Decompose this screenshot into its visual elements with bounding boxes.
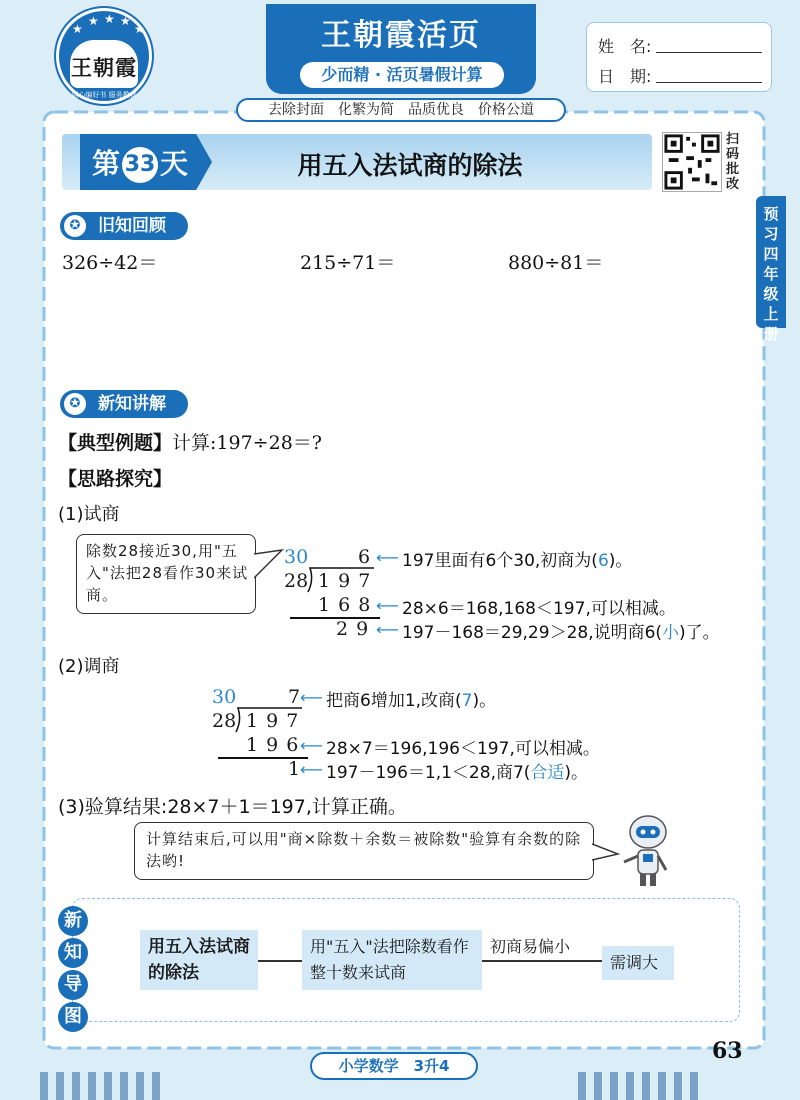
medal-icon: ✪ <box>64 215 86 237</box>
div2-note-product: 28×7＝196,196＜197,可以相减。 <box>326 739 600 759</box>
star-icon: ★ <box>104 12 115 26</box>
page-number: 63 <box>712 1038 743 1064</box>
mind-map-node-method: 用"五入"法把除数看作整十数来试商 <box>302 930 482 990</box>
callout-pointer <box>254 548 284 588</box>
arrow-left-icon: ⟵ <box>300 736 323 755</box>
step3-verification: (3)验算结果:28×7＋1＝197,计算正确。 <box>58 796 407 818</box>
mind-map-char: 导 <box>58 970 88 1000</box>
div2-remainder: 1 <box>288 758 301 780</box>
div2-product: 1 9 6 <box>246 734 300 756</box>
mind-map-char: 知 <box>58 938 88 968</box>
name-label: 姓 名: <box>598 37 652 56</box>
scan-to-grade-label: 扫码批改 <box>726 132 740 192</box>
review-problem-2: 215÷71＝ <box>300 252 396 274</box>
div2-dividend: 1 9 7 <box>246 710 300 732</box>
thinking-label: 【思路探究】 <box>58 468 173 490</box>
date-label: 日 期: <box>598 67 652 86</box>
brand-subtitle: 少而精 · 活页暑假计算 <box>300 62 504 88</box>
logo-text: 王朝霞 <box>71 56 137 80</box>
div1-note-product: 28×6＝168,168＜197,可以相减。 <box>402 599 676 619</box>
div1-dividend: 1 9 7 <box>318 570 372 592</box>
answer-text: 合适 <box>530 763 565 783</box>
star-icon: ★ <box>134 22 145 36</box>
arrow-left-icon: ⟵ <box>300 688 323 707</box>
div1-divisor: 28 <box>284 570 309 592</box>
star-icon: ★ <box>120 14 131 28</box>
mind-map-char: 图 <box>58 1002 88 1032</box>
day-suffix: 天 <box>160 147 189 180</box>
review-problem-1: 326÷42＝ <box>62 252 158 274</box>
mind-map-node-topic: 用五入法试商的除法 <box>140 930 258 990</box>
new-knowledge-heading: 新知讲解 <box>60 390 188 418</box>
side-tab-label: 预习四年级上册 <box>763 205 779 343</box>
mind-map-branch-text: 初商易偏小 <box>490 937 571 956</box>
example-line <box>58 428 322 455</box>
star-icon: ★ <box>88 14 99 28</box>
div1-product: 1 6 8 <box>318 594 372 616</box>
mind-map-side-label <box>58 906 92 1034</box>
div1-note-remainder: 197－168＝29,29＞28,说明商6(小)了。 <box>402 623 720 643</box>
slogan-bar: 去除封面 化繁为简 品质优良 价格公道 <box>236 98 566 122</box>
div2-quotient: 7 <box>288 686 301 708</box>
step1-label: (1)试商 <box>58 504 120 525</box>
div1-note-quotient: 197里面有6个30,初商为(6)。 <box>402 551 633 571</box>
div2-note-quotient: 把商6增加1,改商(7)。 <box>326 691 497 711</box>
div1-approx: 30 <box>284 546 309 568</box>
logo-subtitle: 用心编好书 服务教育 <box>71 91 137 99</box>
step2-label: (2)调商 <box>58 656 120 677</box>
date-field[interactable] <box>656 82 762 83</box>
star-icon: ★ <box>72 22 83 36</box>
arrow-left-icon: ⟵ <box>376 548 399 567</box>
div1-remainder: 2 9 <box>336 618 370 640</box>
answer-text: 小 <box>662 623 680 643</box>
mind-map-node-result: 需调大 <box>602 946 674 980</box>
review-problem-3: 880÷81＝ <box>508 252 604 274</box>
medal-icon: ✪ <box>64 393 86 415</box>
div2-note-remainder: 197－196＝1,1＜28,商7(合适)。 <box>326 763 589 783</box>
footer-subject: 小学数学 3升4 <box>310 1052 478 1080</box>
arrow-left-icon: ⟵ <box>376 620 399 639</box>
lesson-title: 用五入法试商的除法 <box>297 151 523 180</box>
example-label: 【典型例题】 <box>58 432 173 454</box>
example-text: 计算:197÷28＝? <box>172 432 322 454</box>
review-heading: 旧知回顾 <box>60 212 188 240</box>
div1-quotient: 6 <box>358 546 371 568</box>
div2-divisor: 28 <box>212 710 237 732</box>
hint-callout-2-text: 计算结束后,可以用"商×除数＋余数＝被除数"验算有余数的除法哟! <box>146 830 582 870</box>
answer-text: 6 <box>597 551 609 571</box>
mind-map-char: 新 <box>58 906 88 936</box>
connector-line <box>482 960 602 962</box>
connector-line <box>258 960 302 962</box>
arrow-left-icon: ⟵ <box>376 596 399 615</box>
arrow-left-icon: ⟵ <box>300 760 323 779</box>
answer-text: 7 <box>461 691 473 711</box>
callout-pointer <box>592 840 620 864</box>
div2-approx: 30 <box>212 686 237 708</box>
day-number: 33 <box>122 147 158 183</box>
brand-title: 王朝霞活页 <box>321 18 481 53</box>
day-label <box>80 142 200 183</box>
hint-callout-1-text: 除数28接近30,用"五入"法把28看作30来试商。 <box>86 542 249 604</box>
day-prefix: 第 <box>91 147 120 180</box>
name-field[interactable] <box>656 52 762 53</box>
qr-code-icon[interactable] <box>662 132 722 192</box>
robot-mascot-icon <box>618 814 674 890</box>
